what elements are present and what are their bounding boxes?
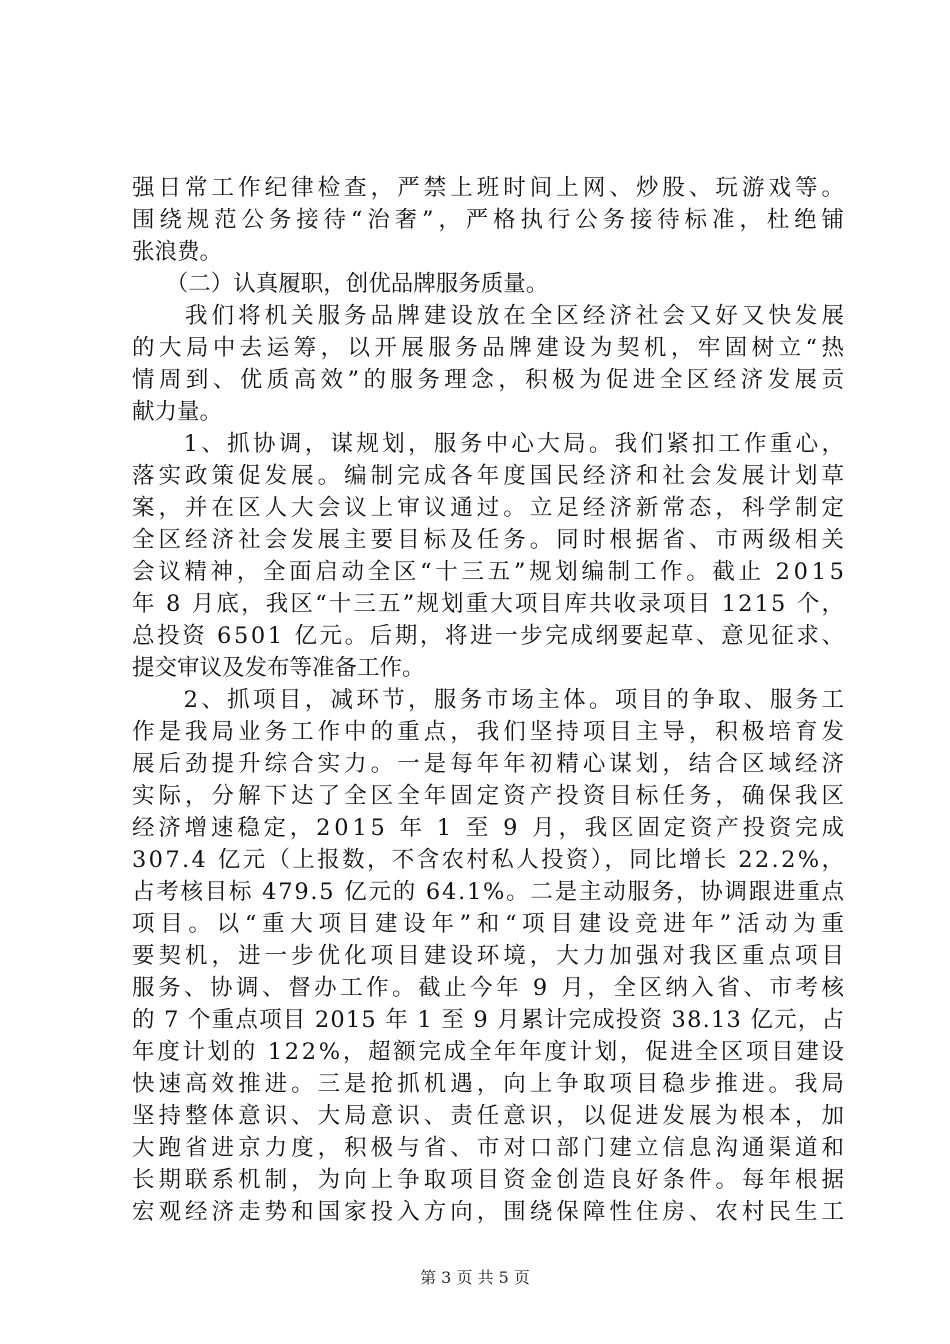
text-line-content: 我们将机关服务品牌建设放在全区经济社会又好又快发展 <box>132 303 849 329</box>
text-line-content: 作是我局业务工作中的重点，我们坚持项目主导，积极培育发 <box>132 719 849 745</box>
text-line-content: 的 7 个重点项目 2015 年 1 至 9 月累计完成投资 38.13 亿元，占 <box>132 1007 846 1033</box>
text-line <box>132 716 849 748</box>
text-line <box>132 812 848 844</box>
text-line-content: 会议精神，全面启动全区“十三五”规划编制工作。截止 2015 <box>132 559 848 585</box>
text-line-content: 案，并在区人大会议上审议通过。立足经济新常态，科学制定 <box>132 495 849 521</box>
text-line <box>132 684 848 716</box>
text-line <box>132 940 849 972</box>
text-line <box>132 1132 849 1164</box>
text-line <box>132 332 849 364</box>
text-line-content: 坚持整体意识、大局意识、责任意识，以促进发展为根本，加 <box>132 1103 849 1129</box>
text-line <box>132 556 848 588</box>
text-line-content: 服务、协调、督办工作。截止今年 9 月，全区纳入省、市考核 <box>132 975 848 1001</box>
text-line <box>132 204 849 236</box>
text-line <box>132 652 844 684</box>
text-line <box>132 236 844 268</box>
text-line <box>132 428 848 460</box>
text-line <box>132 780 849 812</box>
text-line-content: 占考核目标 479.5 亿元的 64.1%。二是主动服务，协调跟进重点 <box>132 879 846 905</box>
text-line-content: 快速高效推进。三是抢抓机遇，向上争取项目稳步推进。我局 <box>132 1071 849 1097</box>
text-line-content: （二）认真履职，创优品牌服务质量。 <box>132 271 549 297</box>
document-body <box>132 172 850 1228</box>
text-line-content: 项目。以“重大项目建设年”和“项目建设竞进年”活动为重 <box>132 911 850 937</box>
text-line <box>132 172 849 204</box>
text-line <box>132 748 849 780</box>
text-line-content: 大跑省进京力度，积极与省、市对口部门建立信息沟通渠道和 <box>132 1135 849 1161</box>
text-line-content: 要契机，进一步优化项目建设环境，大力加强对我区重点项目 <box>132 943 849 969</box>
text-line-content: 年 8 月底，我区“十三五”规划重大项目库共收录项目 1215 个， <box>132 591 847 617</box>
text-line <box>132 620 847 652</box>
text-line-content: 2、抓项目，减环节，服务市场主体。项目的争取、服务工 <box>132 687 848 713</box>
text-line <box>132 1004 844 1036</box>
text-line <box>132 1068 849 1100</box>
text-line <box>132 268 844 300</box>
text-line <box>132 1100 849 1132</box>
text-line-content: 强日常工作纪律检查，严禁上班时间上网、炒股、玩游戏等。 <box>132 175 849 201</box>
text-line-content: 情周到、优质高效”的服务理念，积极为促进全区经济发展贡 <box>132 367 849 393</box>
text-line <box>132 364 849 396</box>
text-line <box>132 1164 849 1196</box>
text-line <box>132 588 847 620</box>
text-line <box>132 396 844 428</box>
text-line <box>132 524 849 556</box>
text-line-content: 307.4 亿元（上报数，不含农村私人投资），同比增长 22.2%， <box>132 847 847 873</box>
text-line <box>132 844 847 876</box>
text-line-content: 长期联系机制，为向上争取项目资金创造良好条件。每年根据 <box>132 1167 849 1193</box>
text-line <box>132 908 850 940</box>
text-line <box>132 460 849 492</box>
text-line <box>132 492 849 524</box>
text-line-content: 展后劲提升综合实力。一是每年年初精心谋划，结合区域经济 <box>132 751 849 777</box>
text-line-content: 全区经济社会发展主要目标及任务。同时根据省、市两级相关 <box>132 527 849 553</box>
text-line-content: 张浪费。 <box>132 239 223 265</box>
text-line <box>132 972 848 1004</box>
text-line <box>132 876 844 908</box>
page-footer: 第 3 页 共 5 页 <box>420 1268 530 1287</box>
text-line-content: 围绕规范公务接待“治奢”，严格执行公务接待标准，杜绝铺 <box>132 207 849 233</box>
text-line-content: 提交审议及发布等准备工作。 <box>132 655 425 681</box>
text-line-content: 经济增速稳定，2015 年 1 至 9 月，我区固定资产投资完成 <box>132 815 848 841</box>
text-line-content: 年度计划的 122%，超额完成全年年度计划，促进全区项目建设 <box>132 1039 847 1065</box>
text-line-content: 落实政策促发展。编制完成各年度国民经济和社会发展计划草 <box>132 463 849 489</box>
text-line-content: 总投资 6501 亿元。后期，将进一步完成纲要起草、意见征求、 <box>132 623 847 649</box>
text-line-content: 1、抓协调，谋规划，服务中心大局。我们紧扣工作重心， <box>132 431 848 457</box>
text-line-content: 献力量。 <box>132 399 223 425</box>
text-line-content: 的大局中去运筹，以开展服务品牌建设为契机，牢固树立“热 <box>132 335 849 361</box>
text-line-content: 实际，分解下达了全区全年固定资产投资目标任务，确保我区 <box>132 783 849 809</box>
text-line <box>132 1196 849 1228</box>
text-line <box>132 300 849 332</box>
text-line <box>132 1036 847 1068</box>
text-line-content: 宏观经济走势和国家投入方向，围绕保障性住房、农村民生工 <box>132 1199 849 1225</box>
